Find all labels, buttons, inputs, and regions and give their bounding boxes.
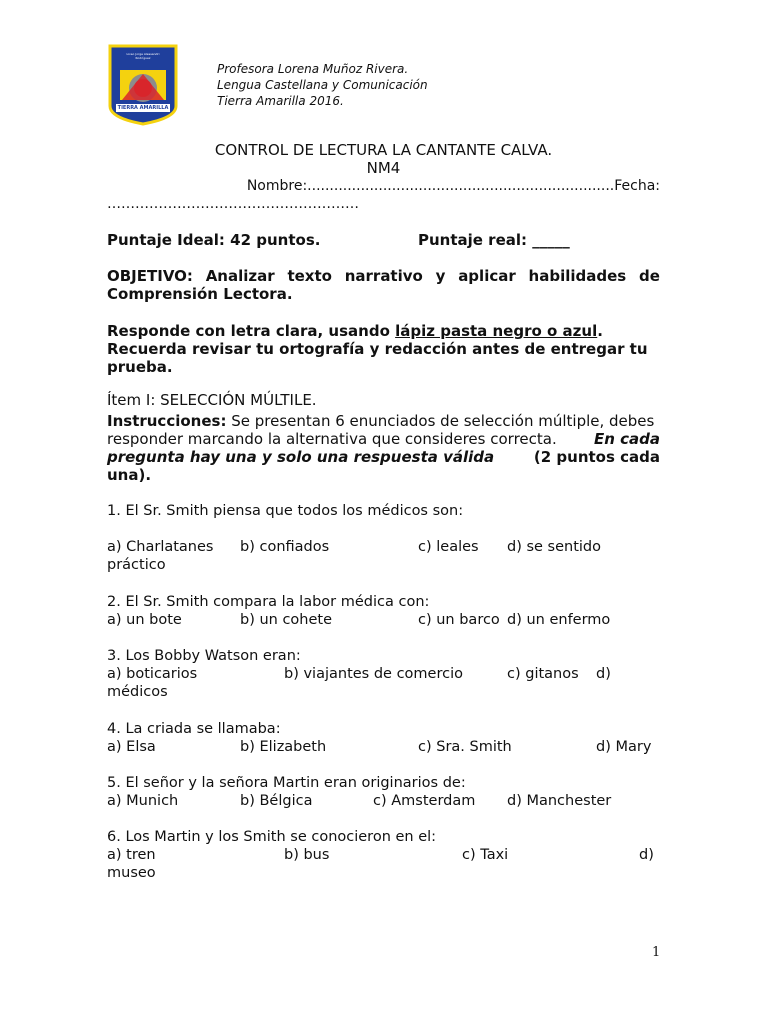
option-c[interactable]: c) Amsterdam — [373, 793, 476, 809]
option-d[interactable]: d) se sentido — [507, 539, 602, 555]
question-stem: 1. El Sr. Smith piensa que todos los médicos son: — [107, 503, 464, 519]
teacher-name: Profesora Lorena Muñoz Rivera. — [217, 62, 409, 76]
item-title: Ítem I: SELECCIÓN MÚLTILE. — [107, 391, 317, 409]
teacher-info — [217, 61, 428, 109]
real-score[interactable]: Puntaje real: _____ — [418, 231, 570, 249]
option-b[interactable]: b) Elizabeth — [240, 739, 327, 755]
option-c[interactable]: c) un barco — [418, 612, 500, 628]
question-stem: 5. El señor y la señora Martin eran originarios de: — [107, 775, 466, 791]
option-d-wrap: práctico — [107, 557, 166, 573]
question-3 — [107, 647, 660, 701]
option-c[interactable]: c) Sra. Smith — [418, 739, 512, 755]
logo-text-bottom: TIERRA AMARILLA — [117, 105, 169, 111]
school-logo — [108, 44, 178, 126]
respond-period: . — [597, 322, 603, 340]
logo-text-top: Liceo Jorge Alessandri Rodríguez — [126, 52, 160, 60]
instructions-label: Instrucciones: — [107, 412, 227, 430]
instructions-text: responder marcando la alternativa que consideres correcta. — [107, 430, 557, 448]
place-year: Tierra Amarilla 2016. — [217, 94, 344, 108]
scores-row — [107, 231, 660, 249]
pen-requirement: lápiz pasta negro o azul — [395, 322, 598, 340]
objective-word: aplicar — [458, 267, 516, 285]
option-a[interactable]: a) Elsa — [107, 739, 156, 755]
option-d[interactable]: d) — [596, 666, 611, 682]
question-stem: 3. Los Bobby Watson eran: — [107, 648, 301, 664]
option-d[interactable]: d) un enfermo — [507, 612, 611, 628]
objective-word: OBJETIVO: — [107, 267, 193, 285]
exam-level: NM4 — [366, 159, 401, 177]
option-b[interactable]: b) bus — [284, 847, 330, 863]
question-4 — [107, 720, 660, 756]
instructions-emphasis: En cada — [593, 430, 660, 448]
page-number: 1 — [652, 945, 661, 960]
question-stem: 2. El Sr. Smith compara la labor médica con: — [107, 594, 430, 610]
option-b[interactable]: b) un cohete — [240, 612, 333, 628]
objective-line2: Comprensión Lectora. — [107, 285, 293, 303]
instructions-text: Se presentan 6 enunciados de selección múltiple, debes — [226, 412, 655, 430]
item-instructions — [107, 412, 660, 484]
question-6 — [107, 828, 660, 882]
option-d[interactable]: d) Manchester — [507, 793, 612, 809]
instructions-points: (2 puntos cada — [533, 448, 660, 466]
option-d[interactable]: d) Mary — [596, 739, 652, 755]
option-d-wrap: médicos — [107, 684, 168, 700]
student-fields — [107, 177, 660, 213]
objective-word: Analizar — [205, 267, 275, 285]
objective-word: y — [435, 267, 446, 285]
respond-line2: Recuerda revisar tu ortografía y redacción antes de entregar tu — [107, 340, 648, 358]
question-stem: 6. Los Martin y los Smith se conocieron en el: — [107, 829, 437, 845]
respond-text: Responde con letra clara, usando — [107, 322, 396, 340]
response-instructions — [107, 322, 660, 376]
respond-line3: prueba. — [107, 358, 173, 376]
instructions-end: una). — [107, 466, 152, 484]
objective-word: narrativo — [344, 267, 423, 285]
question-5 — [107, 774, 660, 810]
option-c[interactable]: c) Taxi — [462, 847, 509, 863]
option-b[interactable]: b) viajantes de comercio — [284, 666, 463, 682]
objective-word: de — [638, 267, 660, 285]
option-a[interactable]: a) un bote — [107, 612, 182, 628]
subject-name: Lengua Castellana y Comunicación — [217, 78, 428, 92]
option-a[interactable]: a) tren — [107, 847, 156, 863]
option-a[interactable]: a) Munich — [107, 793, 179, 809]
name-date-field[interactable]: Nombre:.....................................................................Fecha: — [246, 178, 660, 194]
objective-word: habilidades — [528, 267, 627, 285]
option-c[interactable]: c) leales — [418, 539, 479, 555]
date-dots-field[interactable]: ……………………………………………… — [107, 196, 359, 212]
objective — [107, 267, 660, 303]
option-a[interactable]: a) boticarios — [107, 666, 198, 682]
question-2 — [107, 593, 660, 629]
option-b[interactable]: b) confiados — [240, 539, 330, 555]
option-c[interactable]: c) gitanos — [507, 666, 579, 682]
option-a[interactable]: a) Charlatanes — [107, 539, 214, 555]
instructions-emphasis: pregunta hay una y solo una respuesta válida — [107, 448, 495, 466]
ideal-score: Puntaje Ideal: 42 puntos. — [107, 231, 321, 249]
question-1 — [107, 502, 660, 574]
option-b[interactable]: b) Bélgica — [240, 793, 313, 809]
question-stem: 4. La criada se llamaba: — [107, 721, 281, 737]
option-d-wrap: museo — [107, 865, 156, 881]
objective-word: texto — [287, 267, 332, 285]
option-d[interactable]: d) — [639, 847, 654, 863]
exam-title: CONTROL DE LECTURA LA CANTANTE CALVA. — [214, 141, 553, 159]
